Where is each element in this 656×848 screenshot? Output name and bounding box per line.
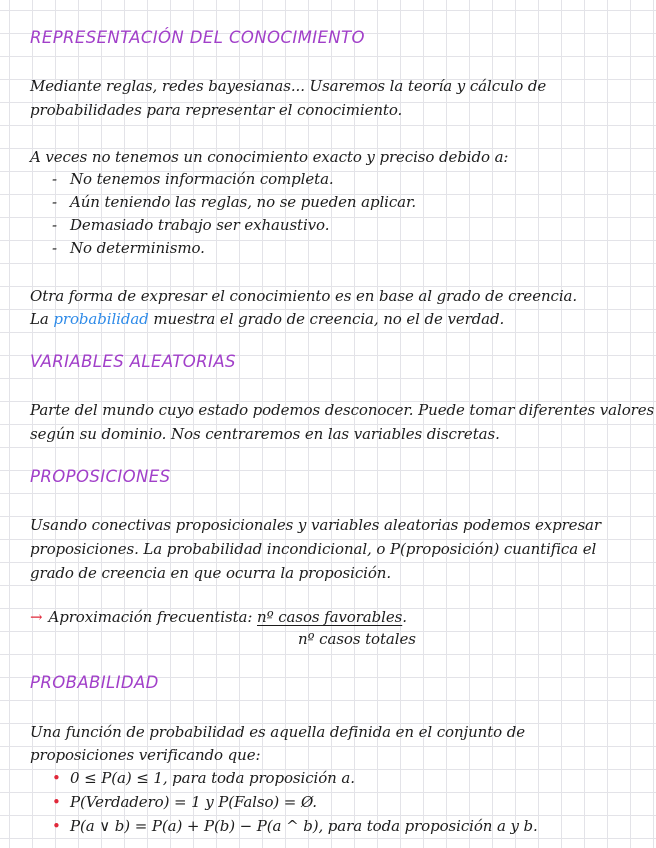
s3-p1-line3: grado de creencia en que ocurra la proposición. xyxy=(30,564,392,582)
p3-prefix: La xyxy=(30,310,49,328)
heading-representacion: REPRESENTACIÓN DEL CONOCIMIENTO xyxy=(30,28,365,47)
highlight-probabilidad: probabilidad xyxy=(53,310,149,328)
list-item-text: Demasiado trabajo ser exhaustivo. xyxy=(70,216,330,234)
dash-icon: - xyxy=(52,193,57,211)
bullet-dot-icon: • xyxy=(52,817,61,835)
s2-p1-line2: según su dominio. Nos centraremos en las variables discretas. xyxy=(30,425,500,443)
s1-p1-line1: Mediante reglas, redes bayesianas... Usaremos la teoría y cálculo de xyxy=(30,77,547,95)
dash-icon: - xyxy=(52,170,57,188)
s4-p1-line2: proposiciones verificando que: xyxy=(30,746,261,764)
list-item-text: 0 ≤ P(a) ≤ 1, para toda proposición a. xyxy=(70,769,355,787)
s1-p3-line1: Otra forma de expresar el conocimiento es en base al grado de creencia. xyxy=(30,287,578,305)
p3-suffix: muestra el grado de creencia, no el de verdad. xyxy=(153,310,505,328)
fraction-numerator: nº casos favorables xyxy=(257,608,403,626)
list-item-text: P(a ∨ b) = P(a) + P(b) − P(a ^ b), para toda proposición a y b. xyxy=(70,817,538,835)
s1-p3-line2 xyxy=(30,308,504,330)
list-item xyxy=(52,191,416,213)
heading-probabilidad: PROBABILIDAD xyxy=(30,673,159,692)
list-item-text: No tenemos información completa. xyxy=(70,170,334,188)
list-item-text: Aún teniendo las reglas, no se pueden aplicar. xyxy=(70,193,417,211)
s4-p1-line1: Una función de probabilidad es aquella definida en el conjunto de xyxy=(30,723,525,741)
heading-proposiciones: PROPOSICIONES xyxy=(30,467,171,486)
s1-p2-intro: A veces no tenemos un conocimiento exacto y preciso debido a: xyxy=(30,148,509,166)
list-item xyxy=(52,767,355,789)
list-item xyxy=(52,214,329,236)
right-arrow-icon: → xyxy=(30,608,43,626)
s1-p1-line2: probabilidades para representar el conocimiento. xyxy=(30,101,403,119)
list-item xyxy=(52,237,205,259)
list-item-text: No determinismo. xyxy=(70,239,205,257)
approx-line xyxy=(30,606,407,628)
fraction-end: . xyxy=(402,608,407,626)
approx-label: Aproximación frecuentista: xyxy=(48,608,253,626)
list-item xyxy=(52,168,334,190)
list-item-text: P(Verdadero) = 1 y P(Falso) = Ø. xyxy=(70,793,317,811)
s3-p1-line1: Usando conectivas proposicionales y variables aleatorias podemos expresar xyxy=(30,516,601,534)
fraction-denominator: nº casos totales xyxy=(298,630,416,648)
heading-variables-aleatorias: VARIABLES ALEATORIAS xyxy=(30,352,236,371)
s3-p1-line2: proposiciones. La probabilidad incondicional, o P(proposición) cuantifica el xyxy=(30,540,597,558)
dash-icon: - xyxy=(52,216,57,234)
s2-p1-line1: Parte del mundo cuyo estado podemos desconocer. Puede tomar diferentes valores xyxy=(30,401,655,419)
bullet-dot-icon: • xyxy=(52,769,61,787)
list-item xyxy=(52,791,317,813)
list-item xyxy=(52,815,538,837)
bullet-dot-icon: • xyxy=(52,793,61,811)
dash-icon: - xyxy=(52,239,57,257)
